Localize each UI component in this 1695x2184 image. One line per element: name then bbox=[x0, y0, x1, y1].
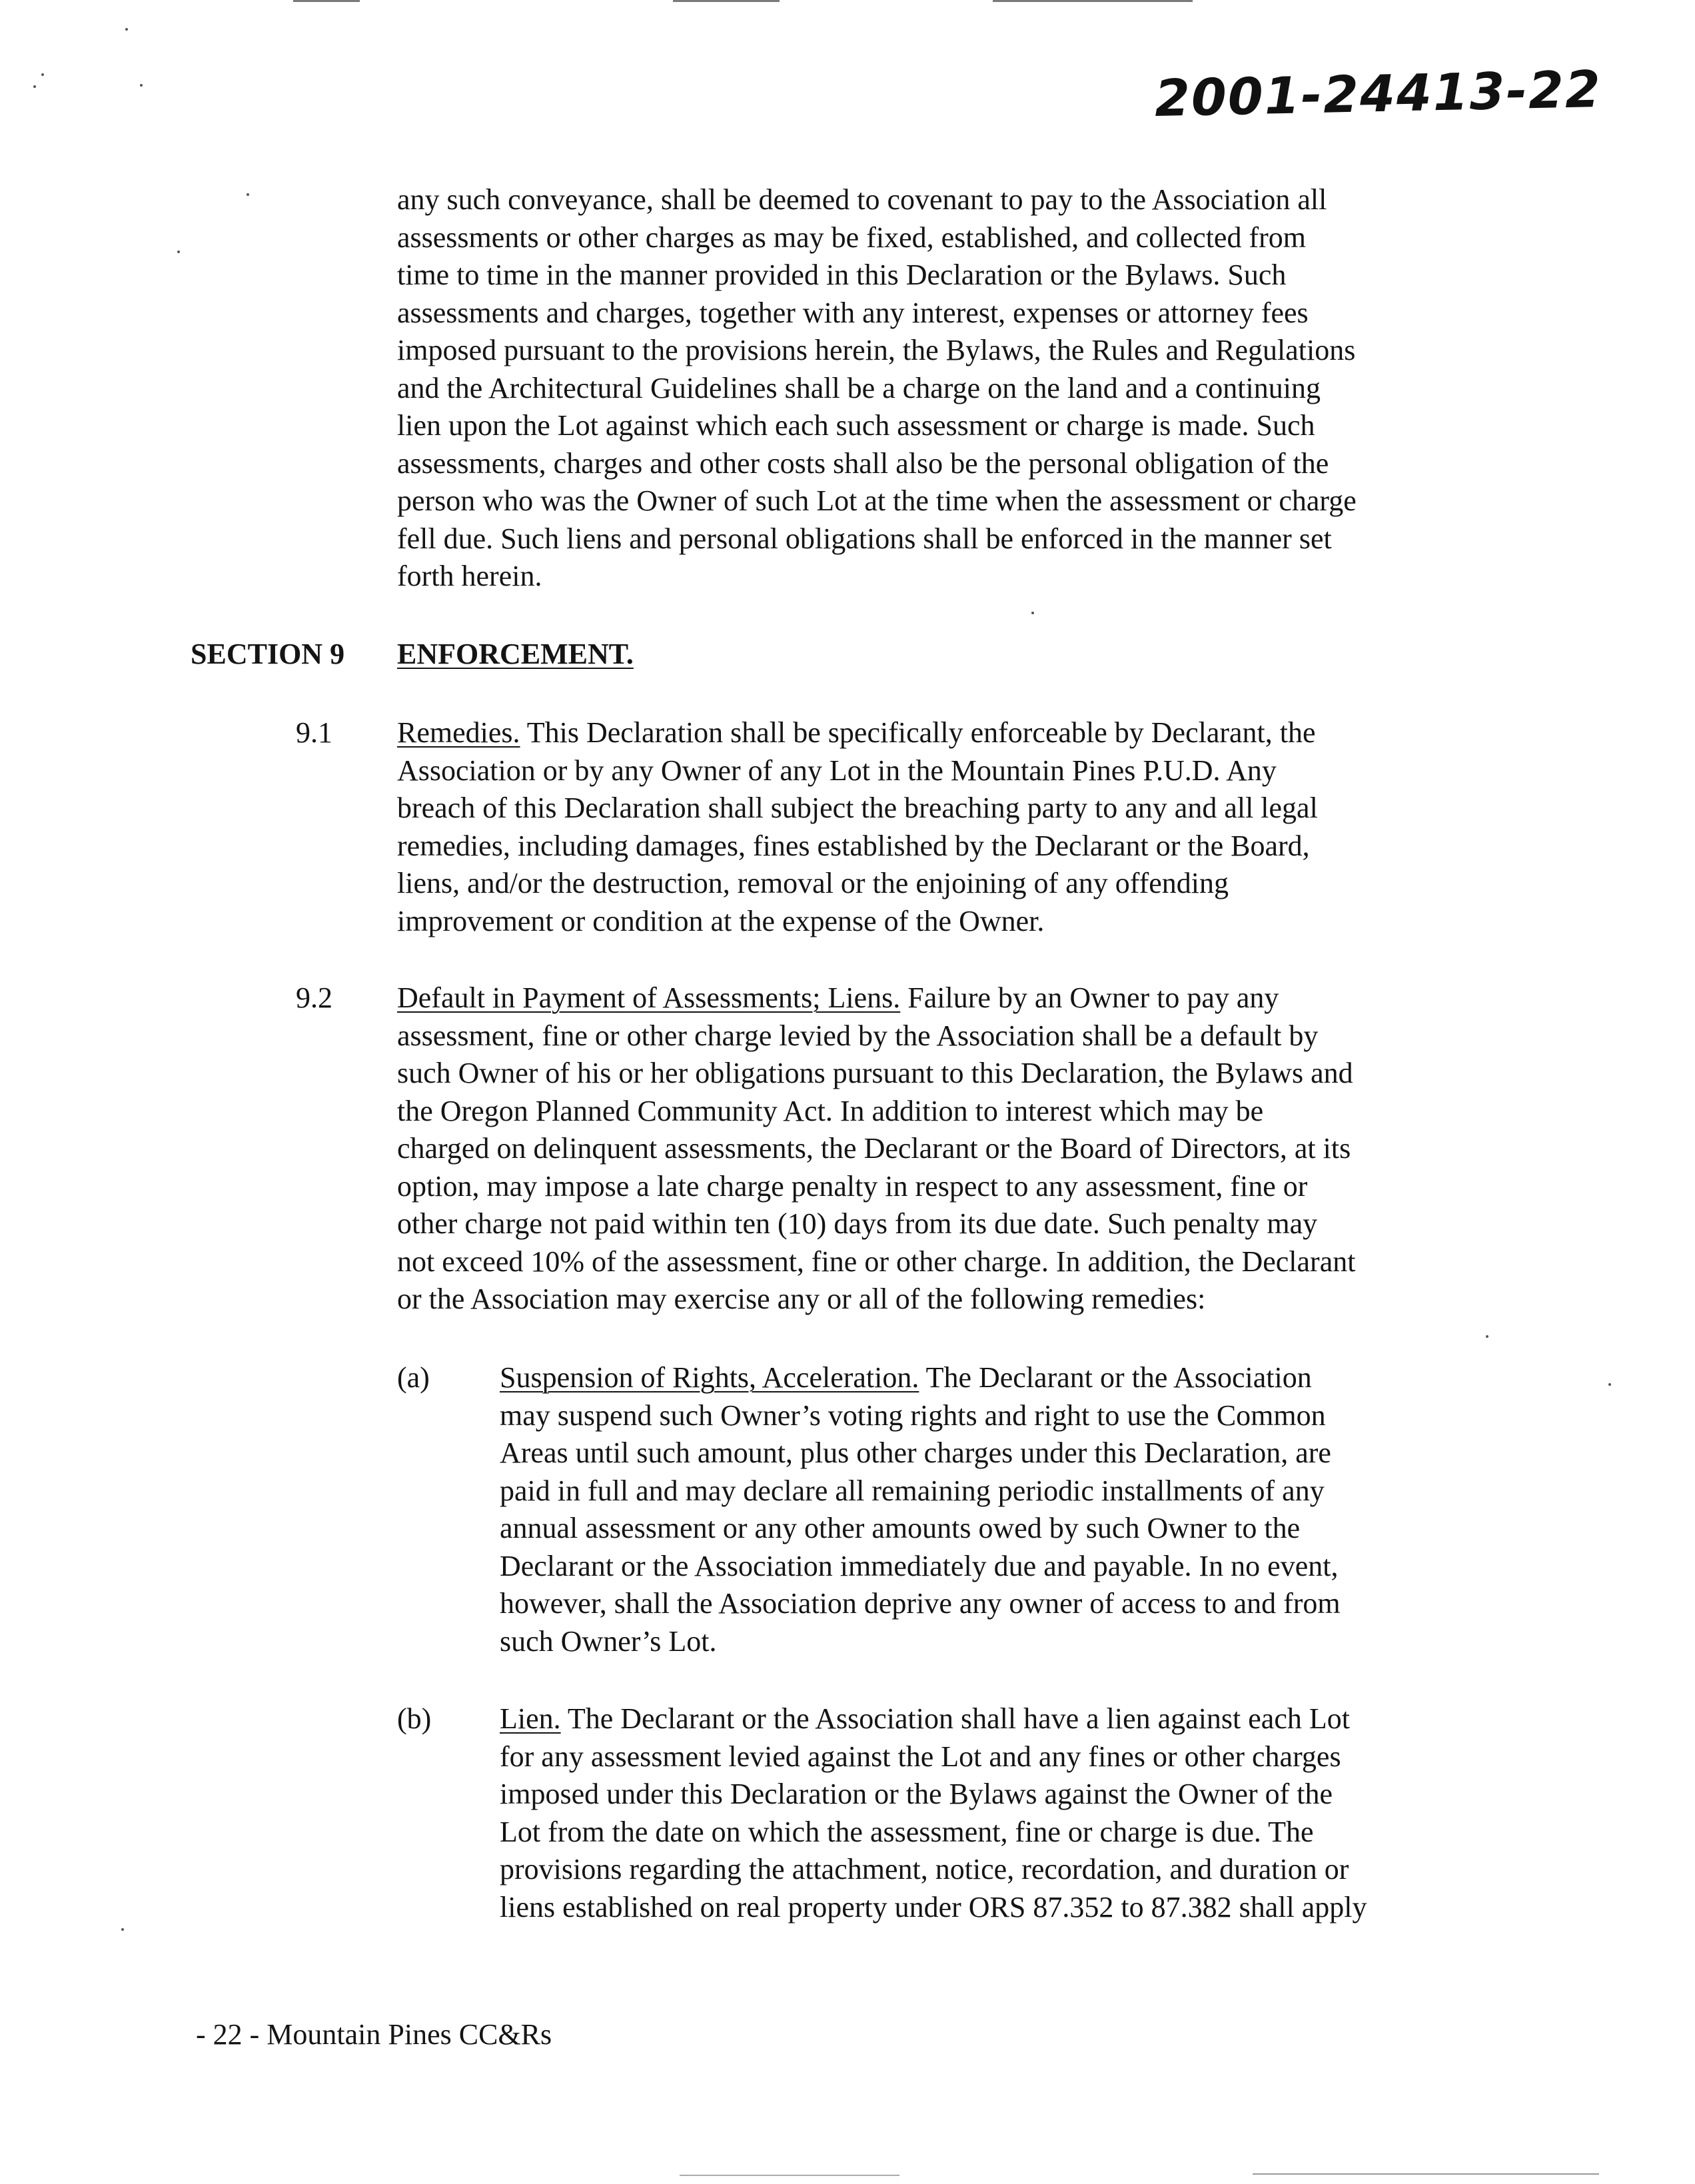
scan-artifact-top-right bbox=[993, 0, 1193, 2]
subsection-a-line: annual assessment or any other amounts owed by such Owner to the bbox=[500, 1512, 1301, 1544]
subsection-a-line: such Owner’s Lot. bbox=[500, 1624, 717, 1658]
subsection-a-line: paid in full and may declare all remaining periodic installments of any bbox=[500, 1474, 1325, 1507]
scan-artifact-bottom-right bbox=[1253, 2173, 1599, 2175]
section-9-2-first-line bbox=[397, 979, 1355, 1017]
intro-line: lien upon the Lot against which each such assessment or charge is made. Such bbox=[397, 409, 1315, 442]
subsection-b-line: imposed under this Declaration or the Bylaws against the Owner of the bbox=[500, 1778, 1333, 1810]
section-9-1-first-line bbox=[397, 714, 1318, 752]
section-9-2-line: not exceed 10% of the assessment, fine or other charge. In addition, the Declarant bbox=[397, 1245, 1356, 1278]
intro-line: assessments, charges and other costs shall also be the personal obligation of the bbox=[397, 446, 1329, 480]
section-9-2-line: option, may impose a late charge penalty in respect to any assessment, fine or bbox=[397, 1169, 1308, 1203]
scan-artifact-top-left bbox=[293, 0, 360, 2]
section-9-1-line: breach of this Declaration shall subject the breaching party to any and all legal bbox=[397, 792, 1318, 824]
section-9-1-paragraph bbox=[397, 714, 1318, 940]
subsection-a-first-line-rest: The Declarant or the Association bbox=[919, 1361, 1312, 1394]
section-9-1-number: 9.1 bbox=[296, 716, 332, 749]
section-9-2-paragraph bbox=[397, 979, 1355, 1319]
intro-line: forth herein. bbox=[397, 560, 542, 592]
section-9-2-line: assessment, fine or other charge levied by the Association shall be a default by bbox=[397, 1019, 1319, 1052]
intro-line: assessments and charges, together with any interest, expenses or attorney fees bbox=[397, 296, 1309, 329]
section-title: ENFORCEMENT. bbox=[397, 638, 634, 670]
intro-line: imposed pursuant to the provisions herein, the Bylaws, the Rules and Regulations bbox=[397, 334, 1356, 366]
intro-line: and the Architectural Guidelines shall be a charge on the land and a continuing bbox=[397, 371, 1321, 404]
intro-line: time to time in the manner provided in this Declaration or the Bylaws. Such bbox=[397, 259, 1287, 291]
scan-speck bbox=[1486, 1335, 1488, 1338]
subsection-b-paragraph bbox=[500, 1700, 1367, 1926]
section-label: SECTION 9 bbox=[191, 638, 345, 670]
scan-artifact-top-center bbox=[673, 0, 780, 2]
scan-speck bbox=[121, 1928, 124, 1931]
subsection-a-line: Areas until such amount, plus other charges under this Declaration, are bbox=[500, 1436, 1331, 1469]
section-9-2-line: or the Association may exercise any or all of the following remedies: bbox=[397, 1283, 1206, 1315]
recording-number-stamp: 2001-24413-22 bbox=[1154, 59, 1602, 129]
subsection-b-title: Lien. bbox=[500, 1702, 561, 1735]
subsection-a-line: Declarant or the Association immediately due and payable. In no event, bbox=[500, 1549, 1339, 1582]
page-footer: - 22 - Mountain Pines CC&Rs bbox=[196, 2018, 552, 2051]
subsection-b-number: (b) bbox=[397, 1702, 432, 1735]
scan-speck bbox=[1031, 612, 1034, 614]
subsection-b-line: liens established on real property under ORS 87.352 to 87.382 shall apply bbox=[500, 1890, 1367, 1923]
scan-speck bbox=[177, 251, 180, 253]
scan-speck bbox=[247, 193, 249, 196]
section-9-1-line: Association or by any Owner of any Lot in the Mountain Pines P.U.D. Any bbox=[397, 754, 1277, 787]
subsection-b-line: provisions regarding the attachment, notice, recordation, and duration or bbox=[500, 1853, 1349, 1886]
section-9-2-line: other charge not paid within ten (10) days from its due date. Such penalty may bbox=[397, 1207, 1318, 1240]
section-9-1-title: Remedies. bbox=[397, 716, 520, 749]
scan-speck bbox=[1608, 1383, 1611, 1386]
section-9-2-line: the Oregon Planned Community Act. In addition to interest which may be bbox=[397, 1094, 1264, 1127]
scan-speck bbox=[125, 28, 128, 31]
intro-line: any such conveyance, shall be deemed to covenant to pay to the Association all bbox=[397, 183, 1327, 216]
subsection-b-line: for any assessment levied against the Lot and any fines or other charges bbox=[500, 1740, 1341, 1773]
scan-speck bbox=[140, 84, 143, 87]
subsection-a-title: Suspension of Rights, Acceleration. bbox=[500, 1361, 919, 1394]
section-9-2-line: such Owner of his or her obligations pursuant to this Declaration, the Bylaws and bbox=[397, 1057, 1353, 1089]
scan-artifact-bottom bbox=[680, 2175, 899, 2176]
section-9-2-line: charged on delinquent assessments, the Declarant or the Board of Directors, at its bbox=[397, 1132, 1351, 1165]
subsection-a-paragraph bbox=[500, 1359, 1341, 1660]
section-9-2-number: 9.2 bbox=[296, 981, 332, 1014]
subsection-b-first-line bbox=[500, 1700, 1367, 1738]
section-9-2-title: Default in Payment of Assessments; Liens. bbox=[397, 981, 901, 1014]
subsection-a-number: (a) bbox=[397, 1361, 430, 1394]
scan-speck bbox=[41, 73, 44, 76]
subsection-a-first-line bbox=[500, 1359, 1341, 1397]
section-9-1-line: liens, and/or the destruction, removal or the enjoining of any offending bbox=[397, 867, 1229, 899]
subsection-a-line: however, shall the Association deprive any owner of access to and from bbox=[500, 1587, 1341, 1620]
intro-line: assessments or other charges as may be fixed, established, and collected from bbox=[397, 221, 1306, 254]
section-9-2-first-line-rest: Failure by an Owner to pay any bbox=[900, 981, 1279, 1014]
section-9-1-first-line-rest: This Declaration shall be specifically enforceable by Declarant, the bbox=[520, 716, 1316, 749]
subsection-b-first-line-rest: The Declarant or the Association shall have a lien against each Lot bbox=[560, 1702, 1350, 1735]
section-9-1-line: improvement or condition at the expense of the Owner. bbox=[397, 904, 1045, 937]
section-9-1-line: remedies, including damages, fines established by the Declarant or the Board, bbox=[397, 829, 1310, 862]
intro-paragraph bbox=[397, 181, 1357, 596]
intro-line: fell due. Such liens and personal obligations shall be enforced in the manner set bbox=[397, 522, 1332, 555]
scan-speck bbox=[33, 85, 36, 88]
subsection-a-line: may suspend such Owner’s voting rights and right to use the Common bbox=[500, 1398, 1326, 1432]
intro-line: person who was the Owner of such Lot at the time when the assessment or charge bbox=[397, 484, 1357, 517]
subsection-b-line: Lot from the date on which the assessment, fine or charge is due. The bbox=[500, 1815, 1314, 1848]
